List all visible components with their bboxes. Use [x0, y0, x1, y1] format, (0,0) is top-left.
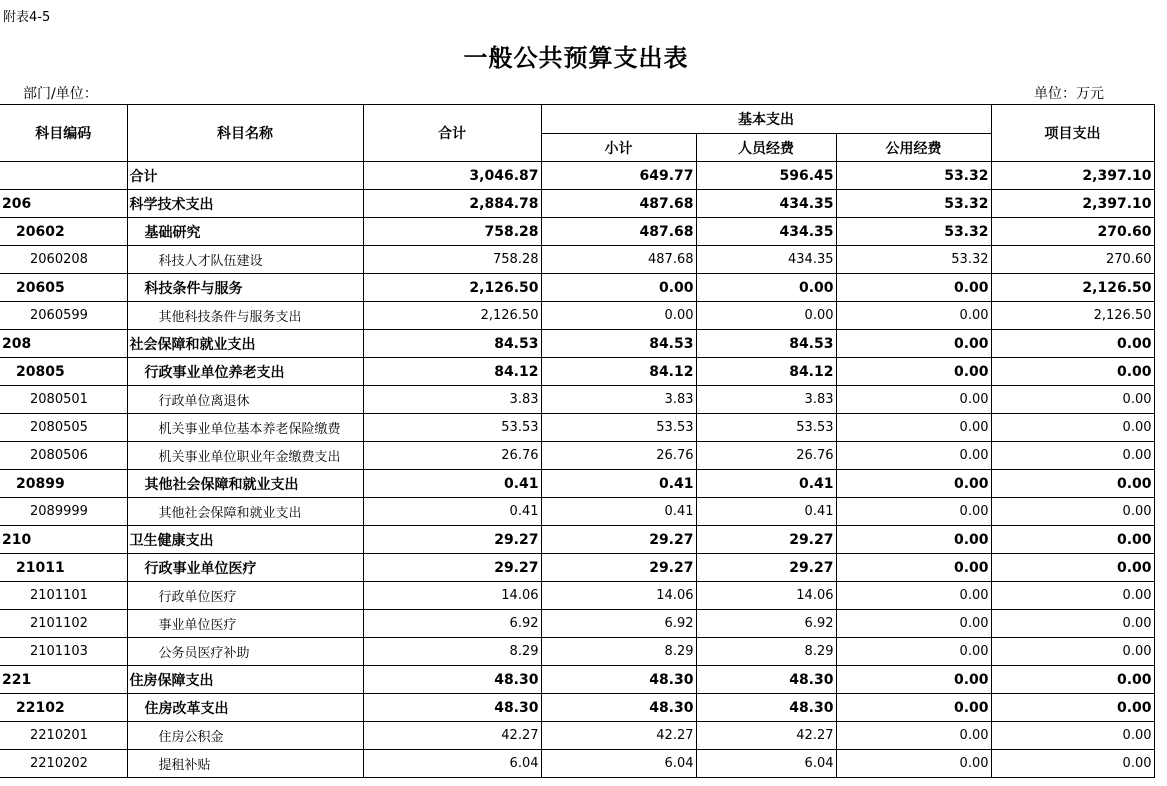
cell-personnel: 14.06 [696, 582, 836, 610]
cell-public: 0.00 [836, 274, 991, 302]
cell-total: 6.92 [363, 610, 541, 638]
cell-personnel: 596.45 [696, 162, 836, 190]
cell-code: 22102 [0, 694, 127, 722]
cell-subtotal: 6.04 [541, 750, 696, 778]
cell-total: 2,126.50 [363, 274, 541, 302]
table-row [0, 582, 1154, 610]
cell-code: 210 [0, 526, 127, 554]
table-row [0, 218, 1154, 246]
unit-label: 单位：万元 [1034, 86, 1104, 102]
cell-total: 6.04 [363, 750, 541, 778]
cell-total: 3,046.87 [363, 162, 541, 190]
cell-personnel: 84.53 [696, 330, 836, 358]
cell-project: 0.00 [991, 610, 1154, 638]
cell-code: 20605 [0, 274, 127, 302]
cell-subtotal: 0.41 [541, 470, 696, 498]
cell-name: 其他社会保障和就业支出 [127, 470, 363, 498]
cell-code: 2101101 [0, 582, 127, 610]
table-header [0, 105, 1154, 162]
cell-name: 住房公积金 [127, 722, 363, 750]
header-project: 项目支出 [991, 105, 1154, 162]
cell-name: 其他社会保障和就业支出 [127, 498, 363, 526]
table-row [0, 442, 1154, 470]
cell-code: 206 [0, 190, 127, 218]
cell-name: 机关事业单位基本养老保险缴费 [127, 414, 363, 442]
cell-personnel: 29.27 [696, 554, 836, 582]
cell-personnel: 434.35 [696, 218, 836, 246]
cell-public: 53.32 [836, 246, 991, 274]
cell-total: 758.28 [363, 246, 541, 274]
cell-subtotal: 84.12 [541, 358, 696, 386]
cell-personnel: 0.41 [696, 498, 836, 526]
cell-public: 0.00 [836, 666, 991, 694]
table-row [0, 302, 1154, 330]
cell-project: 2,126.50 [991, 274, 1154, 302]
cell-personnel: 84.12 [696, 358, 836, 386]
cell-project: 0.00 [991, 722, 1154, 750]
cell-total: 29.27 [363, 554, 541, 582]
cell-name: 住房改革支出 [127, 694, 363, 722]
table-row [0, 274, 1154, 302]
cell-code: 2210201 [0, 722, 127, 750]
cell-code: 2080505 [0, 414, 127, 442]
cell-project: 0.00 [991, 694, 1154, 722]
cell-subtotal: 0.41 [541, 498, 696, 526]
header-public: 公用经费 [836, 134, 991, 162]
cell-code: 20805 [0, 358, 127, 386]
cell-subtotal: 487.68 [541, 218, 696, 246]
cell-project: 2,126.50 [991, 302, 1154, 330]
cell-name: 科学技术支出 [127, 190, 363, 218]
cell-personnel: 0.00 [696, 274, 836, 302]
cell-public: 0.00 [836, 442, 991, 470]
cell-public: 0.00 [836, 386, 991, 414]
page-title: 一般公共预算支出表 [463, 43, 689, 72]
cell-project: 2,397.10 [991, 162, 1154, 190]
cell-code: 21011 [0, 554, 127, 582]
table-row [0, 190, 1154, 218]
cell-code [0, 162, 127, 190]
cell-code: 20899 [0, 470, 127, 498]
cell-name: 公务员医疗补助 [127, 638, 363, 666]
cell-public: 0.00 [836, 610, 991, 638]
cell-total: 26.76 [363, 442, 541, 470]
cell-personnel: 6.04 [696, 750, 836, 778]
table-row [0, 470, 1154, 498]
cell-public: 0.00 [836, 470, 991, 498]
cell-public: 0.00 [836, 638, 991, 666]
cell-subtotal: 6.92 [541, 610, 696, 638]
cell-subtotal: 48.30 [541, 694, 696, 722]
cell-project: 0.00 [991, 442, 1154, 470]
cell-project: 0.00 [991, 666, 1154, 694]
cell-subtotal: 487.68 [541, 246, 696, 274]
table-row [0, 386, 1154, 414]
budget-table [0, 104, 1155, 778]
cell-name: 社会保障和就业支出 [127, 330, 363, 358]
cell-name: 行政单位医疗 [127, 582, 363, 610]
cell-project: 2,397.10 [991, 190, 1154, 218]
cell-total: 48.30 [363, 694, 541, 722]
cell-name: 其他科技条件与服务支出 [127, 302, 363, 330]
table-row [0, 358, 1154, 386]
table-row [0, 526, 1154, 554]
cell-project: 0.00 [991, 582, 1154, 610]
table-row [0, 694, 1154, 722]
cell-name: 提租补贴 [127, 750, 363, 778]
cell-public: 0.00 [836, 498, 991, 526]
table-body [0, 162, 1154, 778]
cell-code: 2060599 [0, 302, 127, 330]
cell-personnel: 42.27 [696, 722, 836, 750]
cell-personnel: 26.76 [696, 442, 836, 470]
table-row [0, 722, 1154, 750]
cell-public: 0.00 [836, 722, 991, 750]
cell-subtotal: 42.27 [541, 722, 696, 750]
cell-personnel: 53.53 [696, 414, 836, 442]
cell-project: 0.00 [991, 470, 1154, 498]
cell-code: 2080501 [0, 386, 127, 414]
table-row [0, 610, 1154, 638]
cell-total: 42.27 [363, 722, 541, 750]
cell-personnel: 48.30 [696, 694, 836, 722]
cell-name: 住房保障支出 [127, 666, 363, 694]
cell-personnel: 48.30 [696, 666, 836, 694]
cell-name: 合计 [127, 162, 363, 190]
cell-subtotal: 48.30 [541, 666, 696, 694]
cell-total: 3.83 [363, 386, 541, 414]
cell-total: 14.06 [363, 582, 541, 610]
cell-project: 0.00 [991, 498, 1154, 526]
cell-public: 0.00 [836, 694, 991, 722]
cell-total: 758.28 [363, 218, 541, 246]
cell-subtotal: 29.27 [541, 526, 696, 554]
cell-name: 行政单位离退休 [127, 386, 363, 414]
table-tag: 附表4-5 [3, 10, 51, 25]
cell-personnel: 3.83 [696, 386, 836, 414]
cell-name: 科技条件与服务 [127, 274, 363, 302]
cell-project: 270.60 [991, 246, 1154, 274]
table-row [0, 554, 1154, 582]
cell-public: 0.00 [836, 414, 991, 442]
cell-total: 84.53 [363, 330, 541, 358]
cell-public: 0.00 [836, 526, 991, 554]
cell-personnel: 434.35 [696, 190, 836, 218]
table-row [0, 498, 1154, 526]
cell-public: 53.32 [836, 190, 991, 218]
cell-public: 0.00 [836, 750, 991, 778]
cell-name: 科技人才队伍建设 [127, 246, 363, 274]
cell-project: 0.00 [991, 414, 1154, 442]
cell-public: 0.00 [836, 358, 991, 386]
cell-total: 8.29 [363, 638, 541, 666]
cell-total: 2,126.50 [363, 302, 541, 330]
cell-subtotal: 0.00 [541, 302, 696, 330]
cell-subtotal: 14.06 [541, 582, 696, 610]
cell-code: 221 [0, 666, 127, 694]
header-code: 科目编码 [0, 105, 127, 162]
cell-name: 基础研究 [127, 218, 363, 246]
cell-name: 事业单位医疗 [127, 610, 363, 638]
cell-project: 0.00 [991, 638, 1154, 666]
cell-personnel: 0.41 [696, 470, 836, 498]
cell-name: 行政事业单位医疗 [127, 554, 363, 582]
cell-name: 机关事业单位职业年金缴费支出 [127, 442, 363, 470]
cell-project: 0.00 [991, 750, 1154, 778]
cell-subtotal: 8.29 [541, 638, 696, 666]
header-name: 科目名称 [127, 105, 363, 162]
cell-public: 0.00 [836, 582, 991, 610]
cell-name: 行政事业单位养老支出 [127, 358, 363, 386]
cell-personnel: 434.35 [696, 246, 836, 274]
cell-subtotal: 53.53 [541, 414, 696, 442]
cell-total: 29.27 [363, 526, 541, 554]
cell-project: 0.00 [991, 554, 1154, 582]
cell-public: 0.00 [836, 554, 991, 582]
cell-project: 0.00 [991, 386, 1154, 414]
cell-total: 53.53 [363, 414, 541, 442]
cell-subtotal: 29.27 [541, 554, 696, 582]
cell-total: 0.41 [363, 498, 541, 526]
cell-personnel: 8.29 [696, 638, 836, 666]
header-personnel: 人员经费 [696, 134, 836, 162]
cell-code: 208 [0, 330, 127, 358]
cell-personnel: 29.27 [696, 526, 836, 554]
cell-code: 2080506 [0, 442, 127, 470]
cell-subtotal: 84.53 [541, 330, 696, 358]
cell-public: 0.00 [836, 302, 991, 330]
cell-personnel: 6.92 [696, 610, 836, 638]
header-total: 合计 [363, 105, 541, 162]
cell-code: 2101102 [0, 610, 127, 638]
cell-total: 48.30 [363, 666, 541, 694]
cell-public: 53.32 [836, 218, 991, 246]
cell-public: 0.00 [836, 330, 991, 358]
cell-code: 2210202 [0, 750, 127, 778]
cell-subtotal: 26.76 [541, 442, 696, 470]
table-row [0, 414, 1154, 442]
cell-code: 20602 [0, 218, 127, 246]
cell-name: 卫生健康支出 [127, 526, 363, 554]
table-row [0, 638, 1154, 666]
cell-total: 0.41 [363, 470, 541, 498]
cell-total: 84.12 [363, 358, 541, 386]
cell-public: 53.32 [836, 162, 991, 190]
cell-subtotal: 3.83 [541, 386, 696, 414]
cell-personnel: 0.00 [696, 302, 836, 330]
table-row [0, 162, 1154, 190]
cell-project: 270.60 [991, 218, 1154, 246]
cell-code: 2060208 [0, 246, 127, 274]
header-basic: 基本支出 [541, 105, 991, 134]
cell-project: 0.00 [991, 330, 1154, 358]
cell-subtotal: 0.00 [541, 274, 696, 302]
table-row [0, 330, 1154, 358]
table-row [0, 666, 1154, 694]
cell-project: 0.00 [991, 526, 1154, 554]
cell-subtotal: 649.77 [541, 162, 696, 190]
cell-project: 0.00 [991, 358, 1154, 386]
table-row [0, 246, 1154, 274]
cell-total: 2,884.78 [363, 190, 541, 218]
table-row [0, 750, 1154, 778]
cell-code: 2101103 [0, 638, 127, 666]
header-subtotal: 小计 [541, 134, 696, 162]
department-label: 部门/单位： [23, 86, 98, 102]
cell-subtotal: 487.68 [541, 190, 696, 218]
cell-code: 2089999 [0, 498, 127, 526]
